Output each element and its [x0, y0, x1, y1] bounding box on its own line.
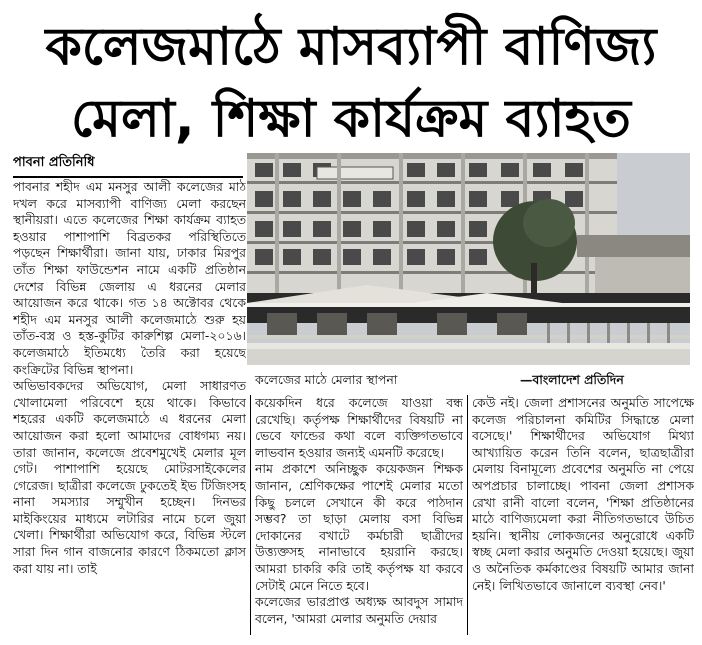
article-column-1	[13, 179, 246, 639]
column3-paragraph-1: কেউ নই। জেলা প্রশাসনের অনুমতি সাপেক্ষে কলেজ পরিচালনা কমিটির সিদ্ধান্তে মেলা বসেছে।' শিক্ষার্থীদের অভিযোগ মিথ্যা আখ্যায়িত করেন তিনি বলেন, ছাত্রছাত্রীরা মেলায় বিনামূল্যে প্রবেশের অনুমতি না পেয়ে অপপ্রচার চালাচ্ছে। পাবনা জেলা প্রশাসক রেখা রানী বালো বলেন, 'শিক্ষা প্রতিষ্ঠানের মাঠে বাণিজ্যমেলা করা নীতিগতভাবে উচিত হয়নি। স্থানীয় লোকজনের অনুরোধে একটি স্বচ্ছ মেলা করার অনুমতি দেওয়া হয়েছে। জুয়া ও অনৈতিক কর্মকাণ্ডের বিষয়টি আমার জানা নেই। লিখিতভাবে জানালে ব্যবস্থা নেব।'	[472, 395, 694, 593]
column1-paragraph-1: পাবনার শহীদ এম মনসুর আলী কলেজের মাঠ দখল করে মাসব্যাপী বাণিজ্য মেলা করছেন স্থানীয়রা। এতে কলেজের শিক্ষা কার্যক্রম ব্যাহত হওয়ার পাশাপাশি বিব্রতকর পরিস্থিতিতে পড়ছেন শিক্ষার্থীরা। জানা যায়, ঢাকার মিরপুর তাঁত শিক্ষা ফাউন্ডেশন নামে একটি প্রতিষ্ঠান দেশের বিভিন্ন জেলায় এ ধরনের মেলার আয়োজন করে থাকে। গত ১৪ অক্টোবর থেকে শহীদ এম মনসুর আলী কলেজমাঠে শুরু হয় তাঁত-বস্ত্র ও হস্ত-কুটির কারুশিল্প মেলা-২০১৬। কলেজমাঠে ইতিমধ্যে তৈরি করা হয়েছে কংক্রিটের বিভিন্ন স্থাপনা।	[13, 179, 246, 377]
photo-caption: কলেজের মাঠে মেলার স্থাপনা	[255, 372, 398, 387]
column2-paragraph-1: কয়েকদিন ধরে কলেজে যাওয়া বন্ধ রেখেছি। কর্তৃপক্ষ শিক্ষার্থীদের বিষয়টি না ভেবে ফান্ডের কথা বলে ব্যক্তিগতভাবে লাভবান হওয়ার জন্যই এমনটি করেছে।	[255, 395, 463, 460]
college-building-fair-photo	[247, 153, 690, 365]
article-column-3	[472, 395, 694, 640]
headline-line-2: মেলা, শিক্ষা কার্যক্রম ব্যাহত	[71, 89, 631, 149]
column-divider-1	[250, 395, 251, 635]
article-column-2	[255, 395, 463, 640]
column-divider-2	[467, 395, 468, 635]
column2-paragraph-3: কলেজের ভারপ্রাপ্ত অধ্যক্ষ আবদুস সামাদ বলেন, 'আমরা মেলার অনুমতি দেয়ার	[255, 594, 463, 626]
column2-paragraph-2: নাম প্রকাশে অনিচ্ছুক কয়েকজন শিক্ষক জানান, শ্রেণিকক্ষের পাশেই মেলার মতো কিছু চললে সেখানে কী করে পাঠদান সম্ভব? তা ছাড়া মেলায় বসা বিভিন্ন দোকানের বখাটে কর্মচারী ছাত্রীদের উত্ত্যক্তসহ নানাভাবে হয়রানি করছে। আমরা চাকরি করি তাই কর্তৃপক্ষ যা করবে সেটাই মেনে নিতে হবে।	[255, 461, 463, 593]
headline-line-1: কলেজমাঠে মাসব্যাপী বাণিজ্য	[45, 17, 657, 77]
column1-paragraph-2: অভিভাবকদের অভিযোগ, মেলা সাধারণত খোলামেলা পরিবেশে হয়ে থাকে। কিভাবে শহরের একটি কলেজমাঠে এ ধরনের মেলা আয়োজন করা হলো আমাদের বোধগম্য নয়। তারা জানান, কলেজে প্রবেশমুখেই মেলার মূল গেট। পাশাপাশি হয়েছে মোটরসাইকেলের গেরেজ। ছাত্রীরা কলেজে ঢুকতেই ইভ টিজিংসহ নানা সমস্যার সম্মুখীন হচ্ছেন। দিনভর মাইকিংয়ের মাধ্যমে লটারির নামে চলে জুয়া খেলা। শিক্ষার্থীরা অভিযোগ করে, বিভিন্ন স্টলে সারা দিন গান বাজনোর কারণে ঠিকমতো ক্লাস করা যায় না। তাই	[13, 378, 246, 576]
photo-credit: —বাংলাদেশ প্রতিদিন	[520, 372, 624, 387]
byline: পাবনা প্রতিনিধি	[13, 153, 243, 178]
